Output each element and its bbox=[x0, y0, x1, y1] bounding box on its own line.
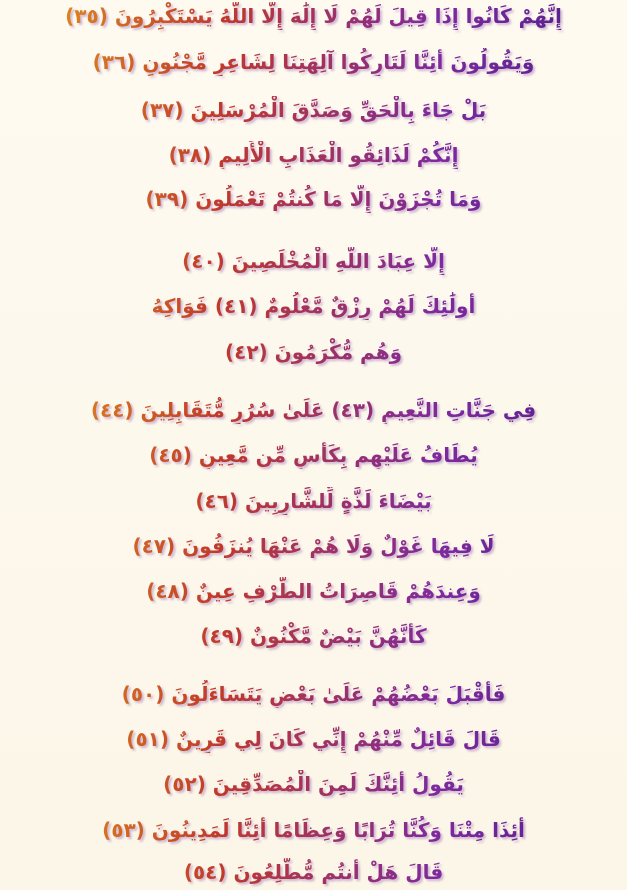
verse-51: قَالَ قَائِلٌ مِّنْهُمْ إِنِّي كَانَ لِي قَرِينٌ (٥١) bbox=[0, 725, 627, 753]
verse-53: أَئِذَا مِتْنَا وَكُنَّا تُرَابًا وَعِظَامًا أَئِنَّا لَمَدِينُونَ (٥٣) bbox=[0, 816, 627, 844]
verse-38: إِنَّكُمْ لَذَائِقُو الْعَذَابِ الْأَلِيمِ (٣٨) bbox=[0, 141, 627, 169]
verse-39: وَمَا تُجْزَوْنَ إِلَّا مَا كُنتُمْ تَعْمَلُونَ (٣٩) bbox=[0, 185, 627, 213]
verse-41: أُولَٰئِكَ لَهُمْ رِزْقٌ مَّعْلُومٌ (٤١) فَوَاكِهُ bbox=[0, 292, 627, 320]
verse-46: بَيْضَاءَ لَذَّةٍ لِّلشَّارِبِينَ (٤٦) bbox=[0, 487, 627, 515]
verse-48: وَعِندَهُمْ قَاصِرَاتُ الطَّرْفِ عِينٌ (٤٨) bbox=[0, 577, 627, 605]
verse-54: قَالَ هَلْ أَنتُم مُّطَّلِعُونَ (٥٤) bbox=[0, 858, 627, 886]
verse-47: لَا فِيهَا غَوْلٌ وَلَا هُمْ عَنْهَا يُنزَفُونَ (٤٧) bbox=[0, 532, 627, 560]
verse-50: فَأَقْبَلَ بَعْضُهُمْ عَلَىٰ بَعْضٍ يَتَسَاءَلُونَ (٥٠) bbox=[0, 680, 627, 708]
verse-49: كَأَنَّهُنَّ بَيْضٌ مَّكْنُونٌ (٤٩) bbox=[0, 622, 627, 650]
verse-35: إِنَّهُمْ كَانُوا إِذَا قِيلَ لَهُمْ لَا إِلَٰهَ إِلَّا اللَّهُ يَسْتَكْبِرُونَ (٣٥) bbox=[0, 2, 627, 30]
verse-42: وَهُم مُّكْرَمُونَ (٤٢) bbox=[0, 338, 627, 366]
verse-36: وَيَقُولُونَ أَئِنَّا لَتَارِكُوا آلِهَتِنَا لِشَاعِرٍ مَّجْنُونٍ (٣٦) bbox=[0, 48, 627, 76]
verse-37: بَلْ جَاءَ بِالْحَقِّ وَصَدَّقَ الْمُرْسَلِينَ (٣٧) bbox=[0, 96, 627, 124]
verse-40: إِلَّا عِبَادَ اللَّهِ الْمُخْلَصِينَ (٤٠) bbox=[0, 247, 627, 275]
verse-52: يَقُولُ أَئِنَّكَ لَمِنَ الْمُصَدِّقِينَ (٥٢) bbox=[0, 770, 627, 798]
verse-43-44: فِي جَنَّاتِ النَّعِيمِ (٤٣) عَلَىٰ سُرُرٍ مُّتَقَابِلِينَ (٤٤) bbox=[0, 396, 627, 424]
verse-45: يُطَافُ عَلَيْهِم بِكَأْسٍ مِّن مَّعِينٍ (٤٥) bbox=[0, 441, 627, 469]
